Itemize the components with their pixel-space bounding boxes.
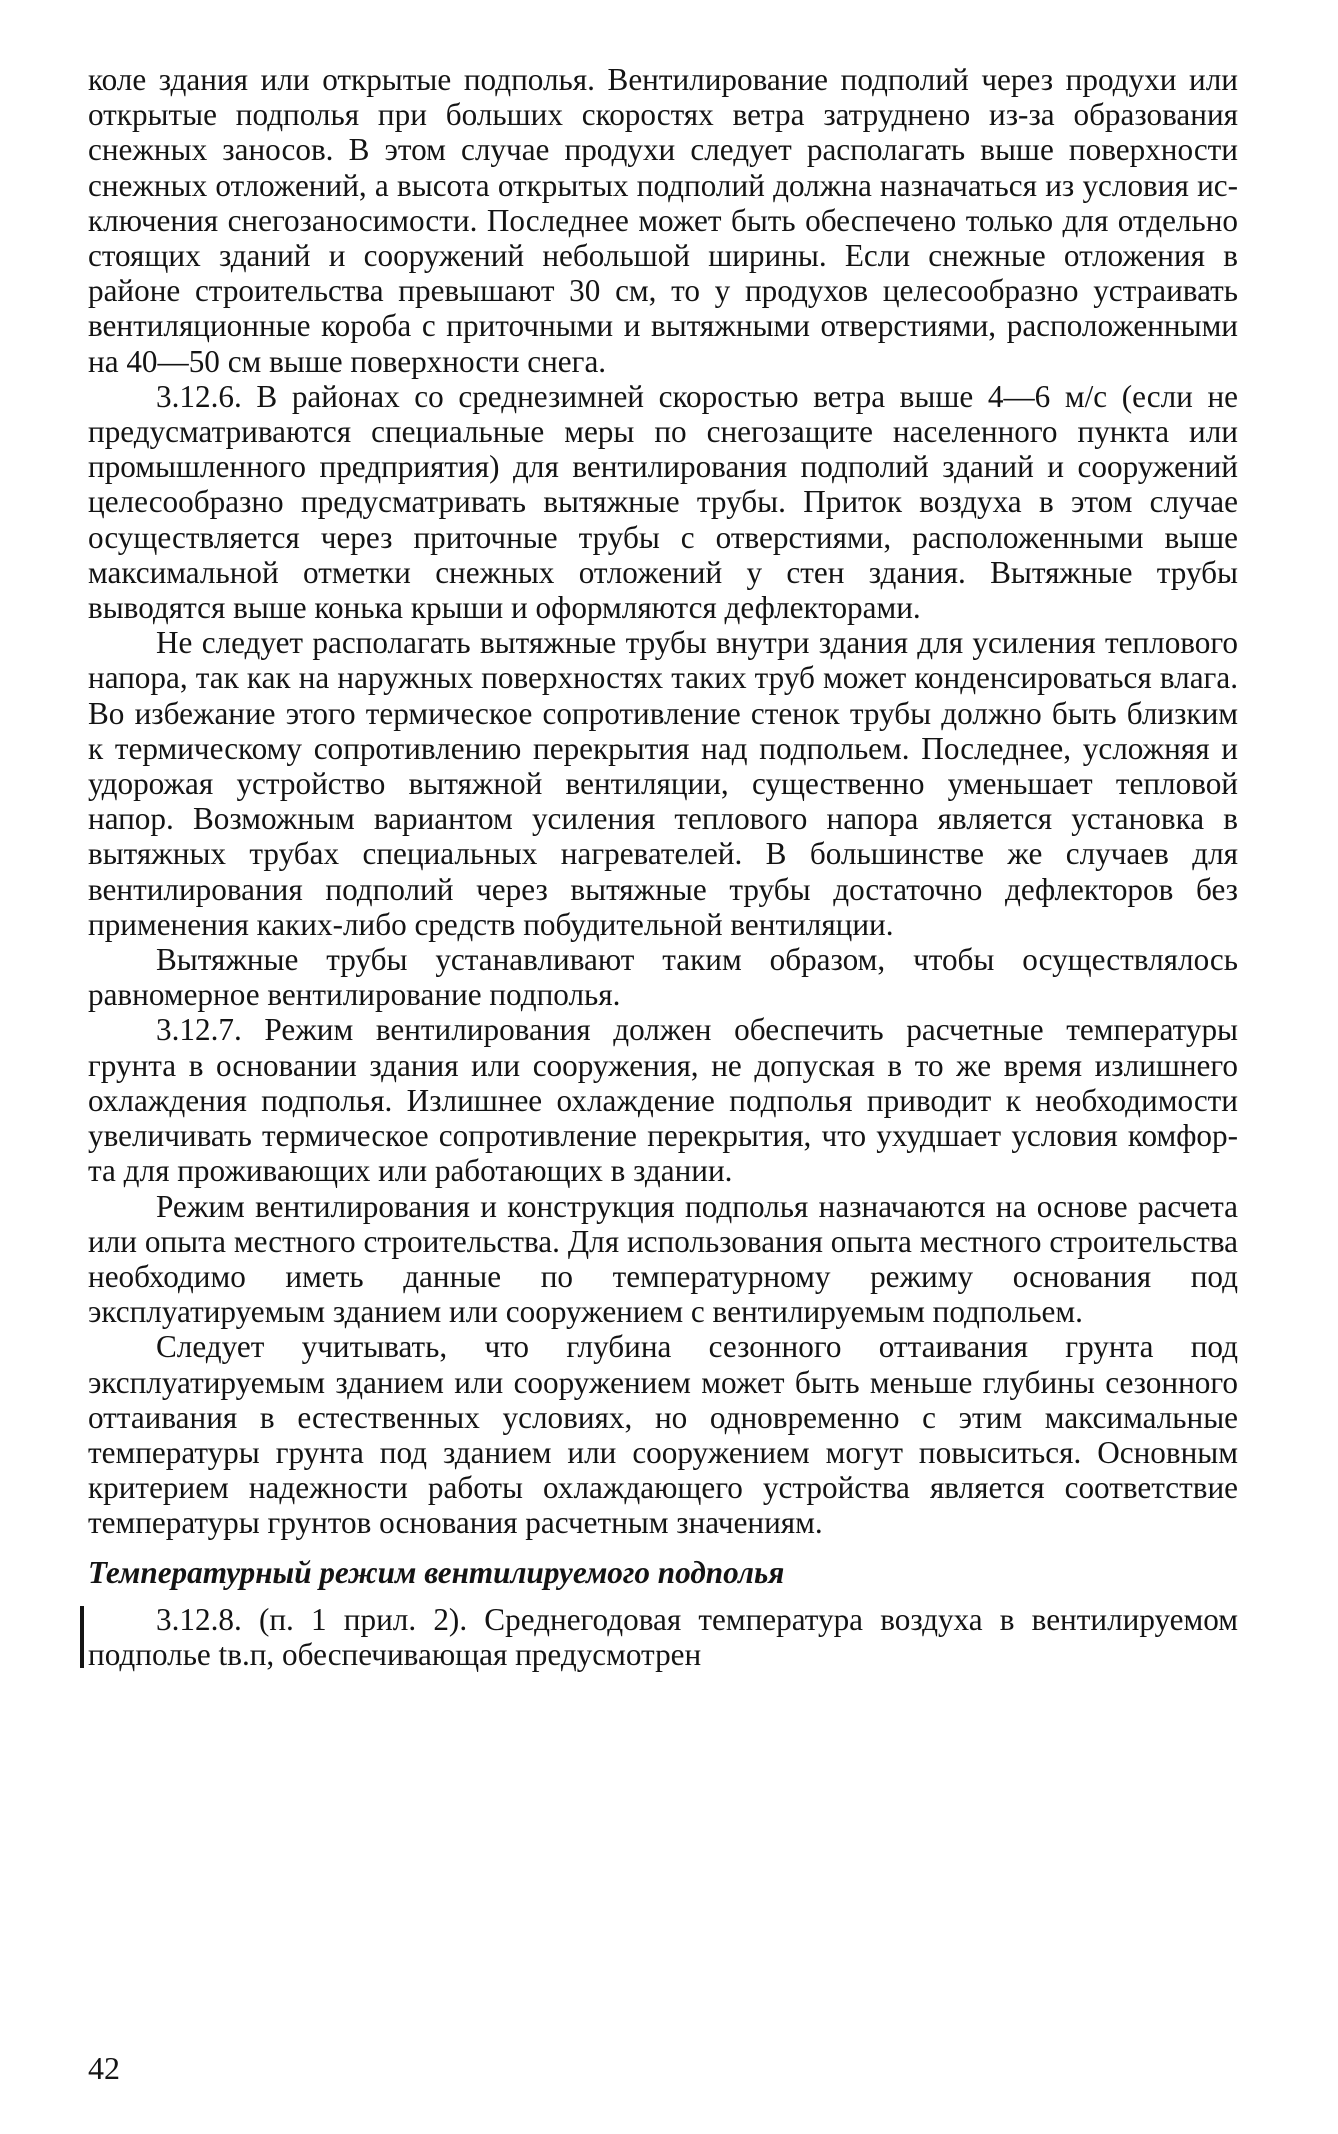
paragraph-3-12-8: 3.12.8. (п. 1 прил. 2). Среднегодовая температура воздуха в вентилируемом подполье tв.п, обеспечивающая предусмотрен [88, 1601, 1238, 1672]
paragraph-pipe-installation: Вытяжные трубы устанавливают таким образом, чтобы осуществлялось равномерное вентилирование подполья. [88, 942, 1238, 1013]
page-content [88, 62, 1238, 1672]
paragraph-exhaust-pipes: Не следует располагать вытяжные трубы внутри здания для усиления теплового напора, так как на наружных поверхностях таких труб может конденсироваться влага. Во избежание этого термическое сопротивление стенок трубы должно быть близким к термическому сопротивлению перекрытия над подпольем. Последнее, усложняя и удорожая устройство вытяжной вентиляции, существенно уменьшает тепловой напор. Возможным вариантом усиления теплового напора является установка в вытяжных трубах специальных нагревателей. В большинстве же случаев для вентилирования подполий через вытяжные трубы достаточно дефлекторов без применения каких-либо средств побудительной вентиляции. [88, 625, 1238, 942]
paragraph-continuation: коле здания или открытые подполья. Вентилирование подполий через продухи или открытые подполья при больших скоростях ветра затруднено из-за образования снежных заносов. В этом случае продухи следует располагать выше поверхности снежных отложений, а высота открытых подполий должна назначаться из условия исключения снегозаносимости. Последнее может быть обеспечено только для отдельно стоящих зданий и сооружений небольшой ширины. Если снежные отложения в районе строительства превышают 30 см, то у продухов целесообразно устраивать вентиляционные короба с приточными и вытяжными отверстиями, расположенными на 40—50 см выше поверхности снега. [88, 62, 1238, 379]
paragraph-3-12-7: 3.12.7. Режим вентилирования должен обеспечить расчетные температуры грунта в основании здания или сооружения, не допуская в то же время излишнего охлаждения подполья. Излишнее охлаждение подполья приводит к необходимости увеличивать термическое сопротивление перекрытия, что ухудшает условия комфорта для проживающих или работающих в здании. [88, 1012, 1238, 1189]
paragraph-seasonal-thaw: Следует учитывать, что глубина сезонного оттаивания грунта под эксплуатируемым зданием или сооружением может быть меньше глубины сезонного оттаивания в естественных условиях, но одновременно с этим максимальные температуры грунта под зданием или сооружением могут повыситься. Основным критерием надежности работы охлаждающего устройства является соответствие температуры грунтов основания расчетным значениям. [88, 1329, 1238, 1541]
paragraph-3-12-6: 3.12.6. В районах со среднезимней скоростью ветра выше 4—6 м/с (если не предусматриваются специальные меры по снегозащите населенного пункта или промышленного предприятия) для вентилирования подполий зданий и сооружений целесообразно предусматривать вытяжные трубы. Приток воздуха в этом случае осуществляется через приточные трубы с отверстиями, расположенными выше максимальной отметки снежных отложений у стен здания. Вытяжные трубы выводятся выше конька крыши и оформляются дефлекторами. [88, 378, 1238, 626]
section-heading: Температурный режим вентилируемого подполья [88, 1554, 785, 1590]
paragraph-ventilation-regime: Режим вентилирования и конструкция подполья назначаются на основе расчета или опыта местного строительства. Для использования опыта местного строительства необходимо иметь данные по температурному режиму основания под эксплуатируемым зданием или сооружением с вентилируемым подпольем. [88, 1188, 1238, 1330]
change-bar [80, 1606, 84, 1668]
paragraph-3-12-8-block [88, 1602, 1238, 1672]
page-number: 42 [88, 2050, 120, 2086]
